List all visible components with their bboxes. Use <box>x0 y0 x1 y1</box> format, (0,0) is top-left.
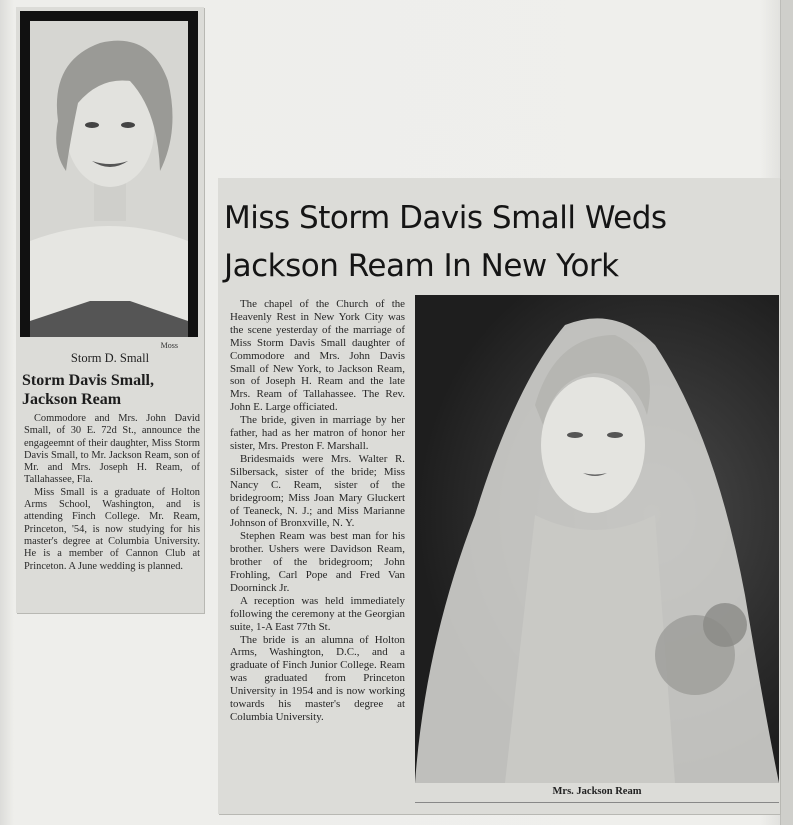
portrait-illustration <box>30 21 188 337</box>
caption-rule <box>415 802 779 803</box>
paragraph: Miss Small is a graduate of Holton Arms School, Washington, and is attending Finch College. Mr. Ream, Princeton, '54, is now studying for his master's degree at Columbia University. He is a member of Cannon Club at Princeton. A June wedding is planned. <box>24 486 200 572</box>
wedding-headline <box>224 194 776 290</box>
bride-photo <box>415 295 779 783</box>
paragraph: The chapel of the Church of the Heavenly Rest in New York City was the scene yesterday of the marriage of Miss Storm Davis Small daughter of Commodore and Mrs. John Davis Small of New York, to Jackson Ream, son of Joseph H. Ream and the late Mrs. Ream of Tallahassee. The Rev. John E. Large officiated. <box>230 298 405 414</box>
paragraph: The bride is an alumna of Holton Arms, Washington, D.C., and a graduate of Finch Junior College. Ream was graduated from Princeton University in 1954 and is now working towards his master's degree at Columbia University. <box>230 633 405 723</box>
engagement-headline-line1: Storm Davis Small, <box>22 372 154 389</box>
wedding-headline-line2: Jackson Ream In New York <box>224 248 619 284</box>
paragraph: Commodore and Mrs. John David Small, of 30 E. 72d St., announce the engageemnt of their daughter, Miss Storm Davis Small, to Mr. Jackson Ream, son of Mr. and Mrs. Joseph H. Ream, of Tallahassee, Fla. <box>24 413 200 486</box>
photo-caption: Storm D. Small <box>70 351 150 365</box>
paragraph: Bridesmaids were Mrs. Walter R. Silbersack, sister of the bride; Miss Nancy C. Ream, sister of the bridegroom; Miss Joan Mary Gluckert of Teaneck, N. J.; and Miss Marianne Johnson of Bronxville, N. Y. <box>230 452 405 530</box>
bride-photo-caption: Mrs. Jackson Ream <box>552 786 642 797</box>
photo-credit: Moss <box>160 341 178 350</box>
bride-illustration <box>415 295 779 783</box>
portrait-photo <box>20 11 198 337</box>
wedding-clipping <box>218 178 780 814</box>
binder-spine <box>780 0 793 825</box>
engagement-headline-line2: Jackson Ream <box>22 391 122 408</box>
paragraph: The bride, given in marriage by her father, had as her matron of honor her sister, Mrs. Preston F. Marshall. <box>230 414 405 452</box>
engagement-headline <box>22 371 202 409</box>
engagement-body <box>24 413 200 573</box>
paragraph: A reception was held immediately following the ceremony at the Georgian suite, 1-A East 77th St. <box>230 594 405 633</box>
wedding-body <box>230 298 405 724</box>
wedding-headline-line1: Miss Storm Davis Small Weds <box>224 200 667 236</box>
engagement-clipping <box>16 7 204 613</box>
paragraph: Stephen Ream was best man for his brother. Ushers were Davidson Ream, brother of the bridegroom; John Frohling, Carl Pope and Fred Van Doorninck Jr. <box>230 530 405 594</box>
